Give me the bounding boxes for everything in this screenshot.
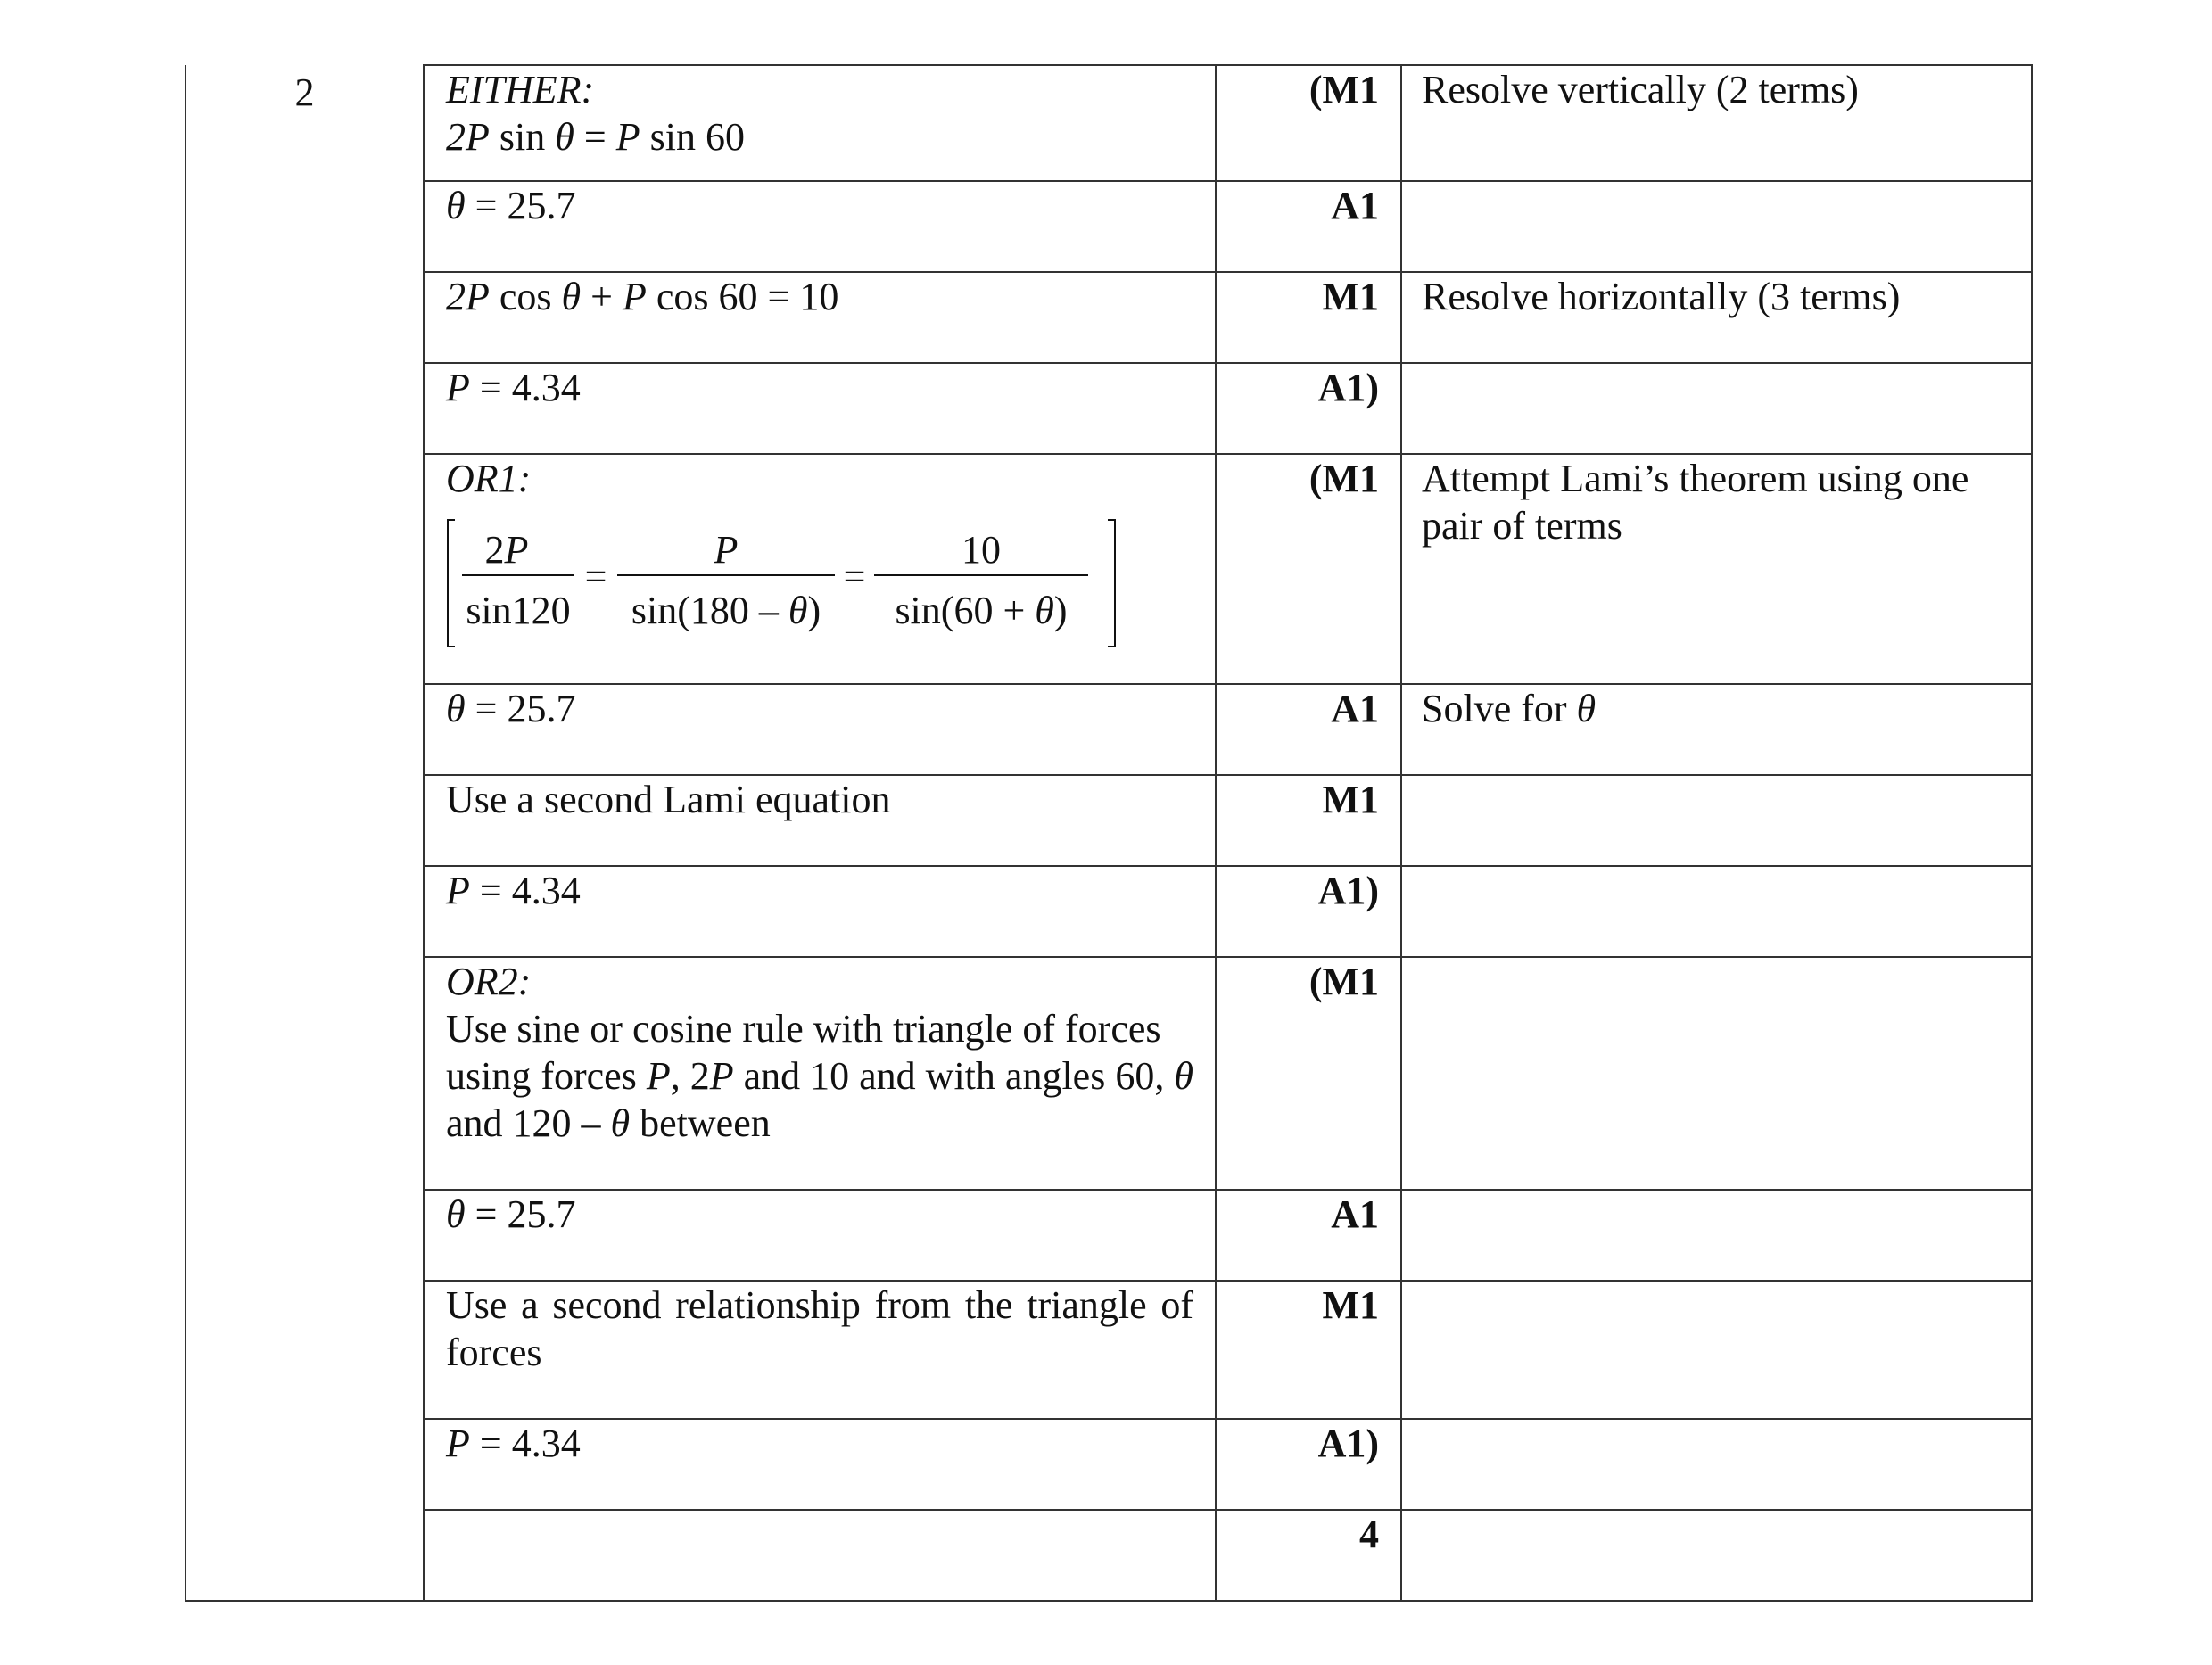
answer-cell: [424, 684, 1216, 775]
method-heading: EITHER:: [446, 68, 595, 111]
question-number-text: 2: [294, 70, 315, 114]
mark-cell: [1216, 181, 1401, 272]
total-mark-cell: [1216, 1510, 1401, 1601]
lami-equation: [442, 516, 1193, 650]
mark-text: (M1: [1308, 457, 1379, 500]
answer-line: θ = 25.7: [446, 687, 576, 730]
mark-cell: [1216, 1190, 1401, 1281]
guidance-text: Resolve vertically (2 terms): [1422, 68, 1859, 111]
guidance-cell: [1401, 181, 2032, 272]
guidance-cell: [1401, 866, 2032, 957]
fraction-1-denominator: sin120: [466, 589, 571, 632]
answer-cell: [424, 454, 1216, 684]
answer-line: P = 4.34: [446, 1422, 581, 1465]
guidance-cell: [1401, 65, 2032, 181]
answer-cell: [424, 363, 1216, 454]
guidance-text: Attempt Lami’s theorem using one pair of terms: [1422, 457, 1969, 548]
answer-cell: [424, 65, 1216, 181]
answer-cell: [424, 272, 1216, 363]
table-row: [186, 181, 2032, 272]
right-bracket: [1108, 520, 1115, 647]
equals-sign: =: [584, 555, 607, 598]
question-number: [186, 65, 424, 1601]
mark-cell: [1216, 272, 1401, 363]
mark-scheme-table: [185, 64, 2033, 1602]
mark-cell: [1216, 363, 1401, 454]
answer-cell: [424, 1281, 1216, 1419]
fraction-3-denominator: sin(60 + θ): [895, 589, 1068, 632]
guidance-cell: [1401, 1419, 2032, 1510]
answer-cell: [424, 1190, 1216, 1281]
mark-text: A1: [1331, 1192, 1379, 1236]
mark-text: M1: [1322, 275, 1379, 318]
mark-cell: [1216, 684, 1401, 775]
mark-cell: [1216, 1419, 1401, 1510]
table-row: [186, 684, 2032, 775]
total-row: [186, 1510, 2032, 1601]
equals-sign: =: [843, 555, 866, 598]
mark-text: A1: [1331, 687, 1379, 730]
total-mark-text: 4: [1359, 1513, 1379, 1556]
answer-line: θ = 25.7: [446, 184, 576, 227]
mark-cell: [1216, 454, 1401, 684]
table-row: [186, 1281, 2032, 1419]
table-row: [186, 866, 2032, 957]
guidance-cell: [1401, 363, 2032, 454]
guidance-cell: [1401, 684, 2032, 775]
guidance-cell: [1401, 1190, 2032, 1281]
table-row: [186, 272, 2032, 363]
mark-text: (M1: [1308, 68, 1379, 111]
guidance-cell: [1401, 957, 2032, 1190]
mark-cell: [1216, 957, 1401, 1190]
mark-cell: [1216, 1281, 1401, 1419]
table-row: [186, 957, 2032, 1190]
answer-line: P = 4.34: [446, 366, 581, 409]
left-bracket: [448, 520, 455, 647]
answer-cell: [424, 181, 1216, 272]
table-row: [186, 363, 2032, 454]
answer-cell: [424, 1419, 1216, 1510]
fraction-3-numerator: 10: [962, 528, 1001, 572]
answer-cell: [424, 775, 1216, 866]
table-row: [186, 65, 2032, 181]
answer-line: 2P sin θ = P sin 60: [446, 115, 745, 159]
table-row: [186, 1190, 2032, 1281]
guidance-cell: [1401, 1510, 2032, 1601]
answer-line: Use sine or cosine rule with triangle of forces using forces P, 2P and 10 and with angles 60, θ and 120 – θ between: [446, 1007, 1193, 1145]
fraction-2-numerator: P: [714, 528, 739, 572]
answer-line: Use a second Lami equation: [446, 778, 891, 821]
fraction-2-denominator: sin(180 – θ): [631, 589, 821, 632]
table-row: [186, 1419, 2032, 1510]
mark-cell: [1216, 775, 1401, 866]
mark-cell: [1216, 866, 1401, 957]
mark-cell: [1216, 65, 1401, 181]
mark-text: (M1: [1308, 960, 1379, 1003]
table-row: [186, 454, 2032, 684]
guidance-cell: [1401, 272, 2032, 363]
answer-line: 2P cos θ + P cos 60 = 10: [446, 275, 839, 318]
fraction-1-numerator: 2P: [484, 528, 529, 572]
guidance-text: Solve for θ: [1422, 687, 1597, 730]
answer-cell: [424, 866, 1216, 957]
answer-cell: [424, 957, 1216, 1190]
mark-text: M1: [1322, 1283, 1379, 1327]
guidance-cell: [1401, 454, 2032, 684]
answer-line: P = 4.34: [446, 869, 581, 912]
method-heading: OR2:: [446, 960, 532, 1003]
mark-text: A1: [1331, 184, 1379, 227]
answer-cell: [424, 1510, 1216, 1601]
table-row: [186, 775, 2032, 866]
guidance-cell: [1401, 1281, 2032, 1419]
guidance-text: Resolve horizontally (3 terms): [1422, 275, 1901, 318]
mark-text: M1: [1322, 778, 1379, 821]
guidance-cell: [1401, 775, 2032, 866]
answer-line: Use a second relationship from the triangle of forces: [446, 1283, 1193, 1374]
mark-text: A1): [1317, 869, 1379, 912]
mark-text: A1): [1317, 366, 1379, 409]
answer-line: θ = 25.7: [446, 1192, 576, 1236]
method-heading: OR1:: [446, 457, 532, 500]
lami-equation-graphic: [442, 516, 1120, 650]
mark-text: A1): [1317, 1422, 1379, 1465]
